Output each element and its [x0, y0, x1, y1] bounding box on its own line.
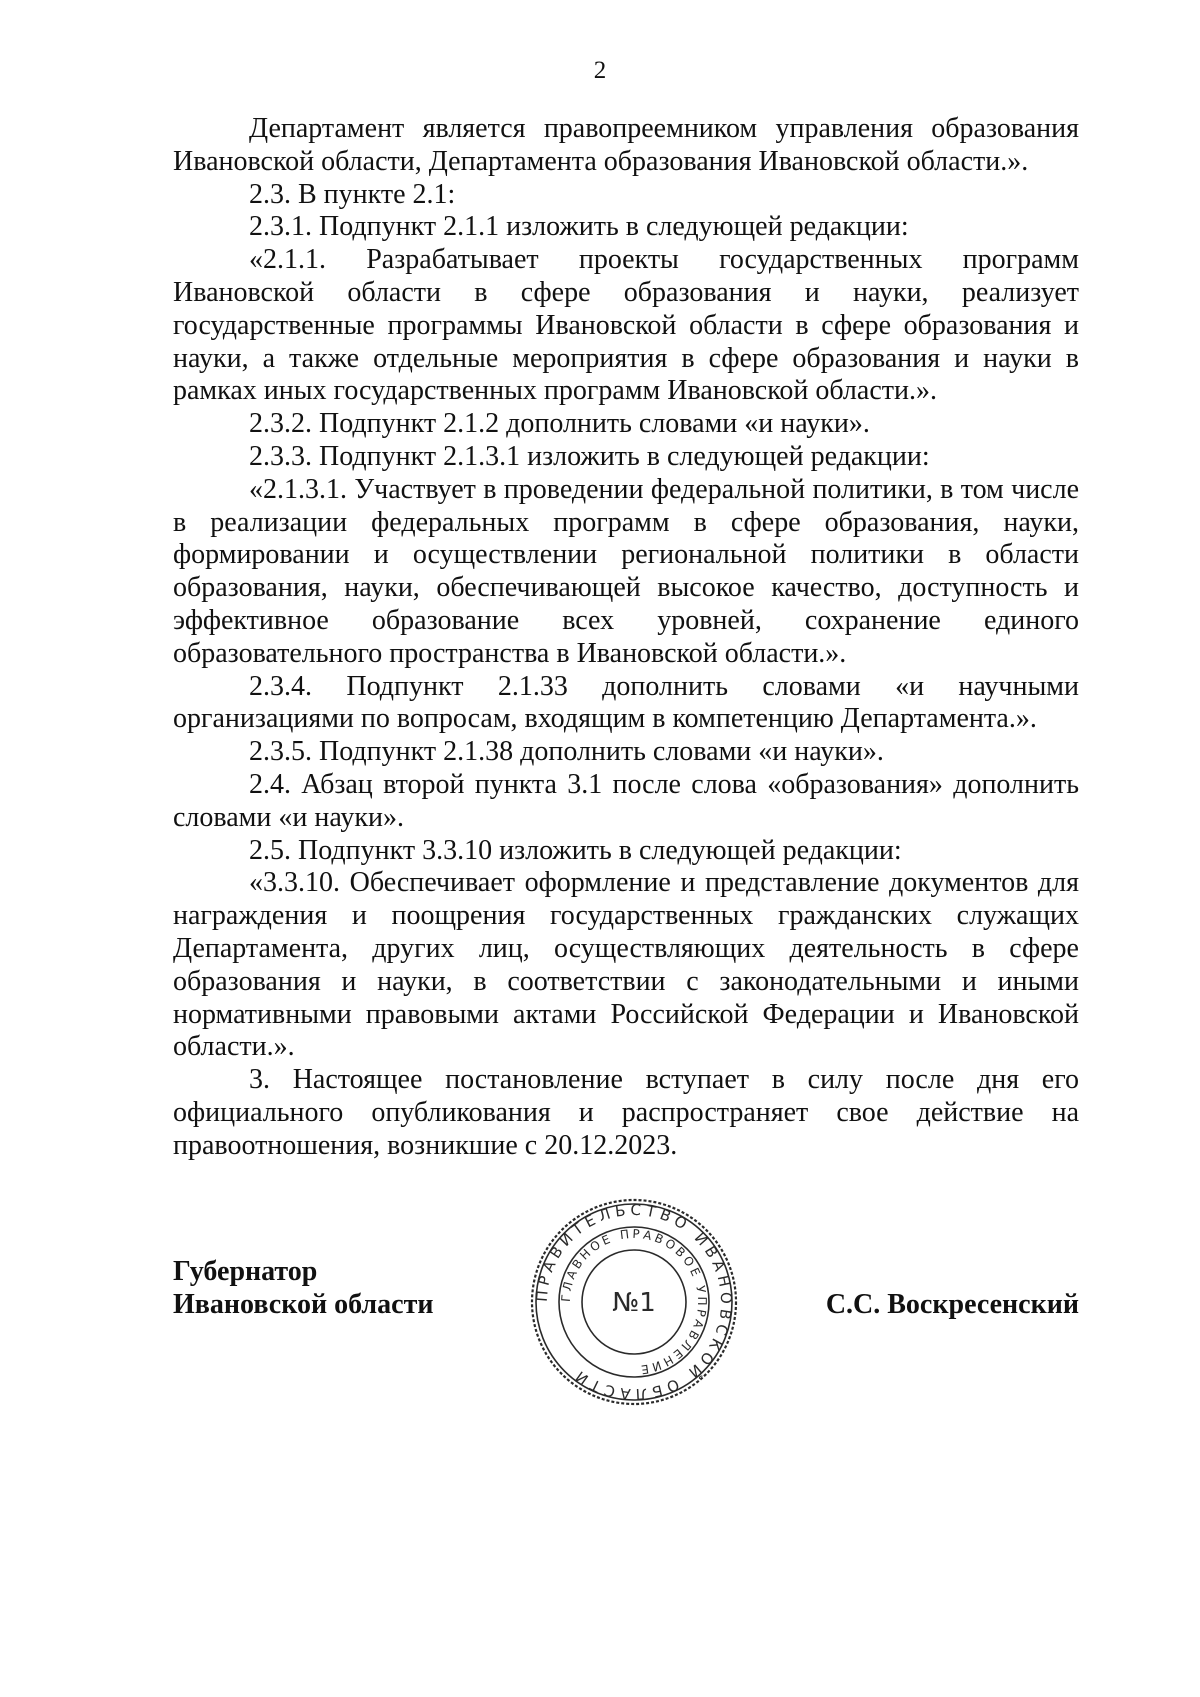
paragraph: «2.1.3.1. Участвует в проведении федеральной политики, в том числе в реализации федеральных программ в сфере образования, науки, формировании и осуществлении региональной политики в области образования, науки, обеспечивающей высокое качество, доступность и эффективное образование всех уровней, сохранение единого образовательного пространства в Ивановской области.». — [173, 473, 1079, 669]
signatory-position — [173, 1256, 433, 1322]
paragraph: 2.5. Подпункт 3.3.10 изложить в следующей редакции: — [249, 834, 902, 866]
paragraph: Департамент является правопреемником управления образования Ивановской области, Департамента образования Ивановской области.». — [173, 113, 1079, 177]
paragraph: 2.3.4. Подпункт 2.1.33 дополнить словами «и научными организациями по вопросам, входящим в компетенцию Департамента.». — [173, 670, 1079, 735]
stamp-number: №1 — [612, 1288, 656, 1318]
position-line: Ивановской области — [173, 1288, 434, 1320]
stamp-outer-text: ПРАВИТЕЛЬСТВО ИВАНОВСКОЙ ОБЛАСТИ — [532, 1200, 736, 1404]
paragraph: 2.4. Абзац второй пункта 3.1 после слова «образования» дополнить словами «и науки». — [173, 768, 1079, 833]
paragraph: 2.3.3. Подпункт 2.1.3.1 изложить в следующей редакции: — [249, 440, 930, 472]
page-number: 2 — [593, 57, 607, 84]
document-body — [173, 113, 1079, 1163]
paragraph: 3. Настоящее постановление вступает в силу после дня его официального опубликования и распространяет свое действие на правоотношения, возникшие с 20.12.2023. — [173, 1064, 1079, 1161]
position-line: Губернатор — [173, 1256, 318, 1287]
paragraph: «2.1.1. Разрабатывает проекты государственных программ Ивановской области в сфере образования и науки, реализует государственные программы Ивановской области в сфере образования и науки, а также отдельные мероприятия в сфере образования и науки в рамках иных государственных программ Ивановской области.». — [173, 244, 1079, 407]
paragraph: 2.3.1. Подпункт 2.1.1 изложить в следующей редакции: — [249, 211, 909, 243]
paragraph: 2.3.2. Подпункт 2.1.2 дополнить словами «и науки». — [249, 408, 870, 440]
stamp-inner-text: ГЛАВНОЕ ПРАВОВОЕ УПРАВЛЕНИЕ — [558, 1226, 710, 1377]
signatory-name: С.С. Воскресенский — [825, 1289, 1079, 1320]
paragraph: 2.3. В пункте 2.1: — [249, 178, 456, 210]
official-stamp — [528, 1196, 740, 1408]
paragraph: «3.3.10. Обеспечивает оформление и представление документов для награждения и поощрения государственных гражданских служащих Департамента, других лиц, осуществляющих деятельность в сфере образования и науки, в соответствии с законодательными и иными нормативными правовыми актами Российской Федерации и Ивановской области.». — [173, 867, 1079, 1063]
paragraph: 2.3.5. Подпункт 2.1.38 дополнить словами «и науки». — [249, 736, 884, 768]
